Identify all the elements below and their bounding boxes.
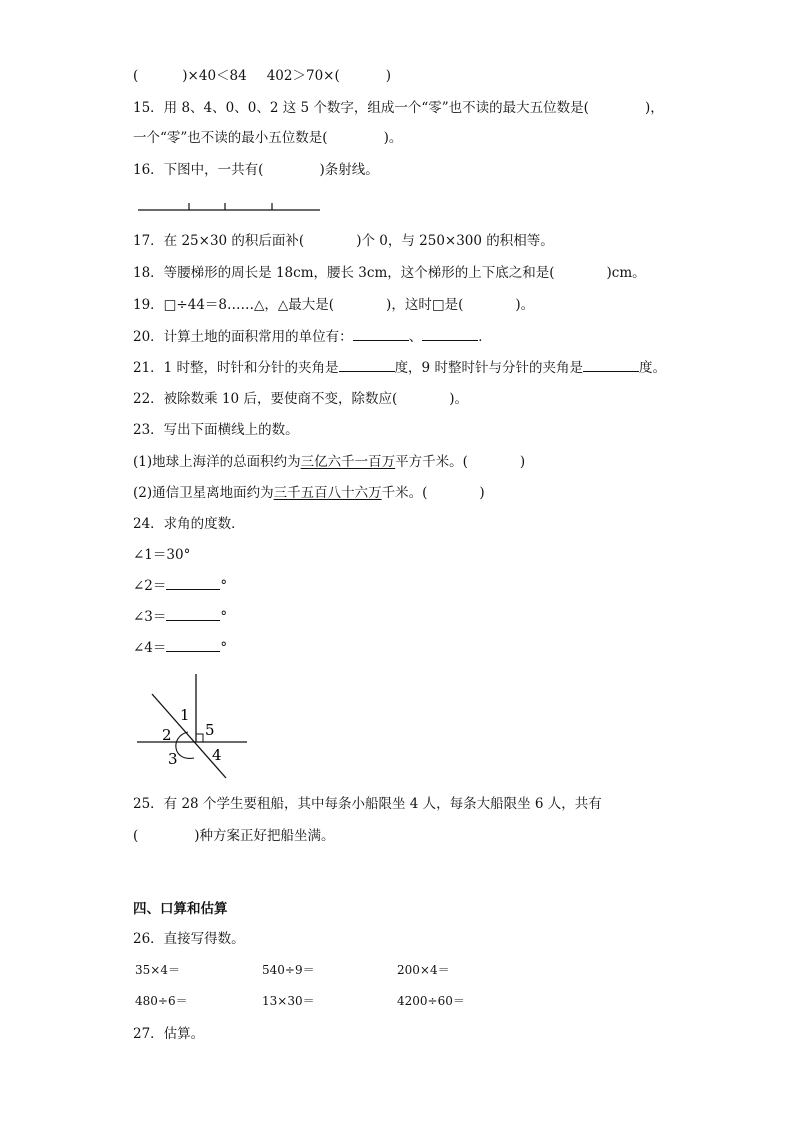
answer-line[interactable] [166, 577, 220, 590]
question-14-continued: ( )×40＜84 402＞70×( ) [133, 68, 392, 84]
question-23-item-2: (2)通信卫星离地面约为三千五百八十六万千米。( ) [133, 485, 485, 501]
question-25-line-2: ( )种方案正好把船坐满。 [133, 828, 335, 844]
question-26-title: 26．直接写得数。 [133, 931, 245, 947]
calc-item: 540÷9＝ [262, 963, 315, 977]
question-27-title: 27．估算。 [133, 1026, 205, 1042]
question-15-line-2: 一个“零”也不读的最小五位数是( )。 [133, 130, 403, 146]
rays-figure [136, 198, 326, 214]
angle-label-4: 4 [212, 746, 222, 764]
right-angle-mark [196, 734, 203, 742]
angle-figure [132, 672, 252, 782]
angle-arc [176, 732, 194, 758]
angle-label-1: 1 [180, 706, 190, 724]
answer-line[interactable] [422, 328, 478, 341]
calc-item: 35×4＝ [135, 963, 180, 977]
answer-line[interactable] [339, 359, 395, 372]
angle-2-row: ∠2＝ ° [133, 578, 228, 594]
question-22: 22．被除数乘 10 后，要使商不变，除数应( )。 [133, 391, 468, 407]
calc-item: 480÷6＝ [135, 994, 188, 1008]
angle-label-3: 3 [168, 750, 178, 768]
question-16: 16．下图中，一共有( )条射线。 [133, 162, 379, 178]
question-15-line-1: 15．用 8、4、0、0、2 这 5 个数字，组成一个“零”也不读的最大五位数是( )， [133, 100, 664, 116]
calc-item: 13×30＝ [262, 994, 315, 1008]
question-19: 19．□÷44＝8……△，△最大是( )，这时□是( )。 [133, 297, 535, 313]
question-23-title: 23．写出下面横线上的数。 [133, 422, 299, 438]
question-24-title: 24．求角的度数． [133, 516, 245, 532]
answer-line[interactable] [166, 639, 220, 652]
answer-line[interactable] [583, 359, 639, 372]
question-21: 21．1 时整，时针和分针的夹角是 度，9 时整时针与分针的夹角是 度。 [133, 360, 666, 376]
question-20: 20．计算土地的面积常用的单位有： 、 ． [133, 329, 492, 345]
question-17: 17．在 25×30 的积后面补( )个 0，与 250×300 的积相等。 [133, 233, 554, 249]
question-23-item-1: (1)地球上海洋的总面积约为三亿六千一百万平方千米。( ) [133, 454, 526, 470]
answer-line[interactable] [353, 328, 409, 341]
angle-3-row: ∠3＝ ° [133, 609, 228, 625]
angle-1-given: ∠1＝30° [133, 547, 191, 563]
calc-item: 200×4＝ [397, 963, 450, 977]
answer-line[interactable] [166, 608, 220, 621]
question-18: 18．等腰梯形的周长是 18cm，腰长 3cm，这个梯形的上下底之和是( )cm。 [133, 265, 646, 281]
section-4-heading: 四、口算和估算 [133, 901, 228, 917]
angle-label-5: 5 [205, 721, 215, 739]
angle-label-2: 2 [162, 726, 172, 744]
angle-4-row: ∠4＝ ° [133, 640, 228, 656]
question-25-line-1: 25．有 28 个学生要租船，其中每条小船限坐 4 人，每条大船限坐 6 人，共有 [133, 796, 602, 812]
calc-item: 4200÷60＝ [397, 994, 465, 1008]
